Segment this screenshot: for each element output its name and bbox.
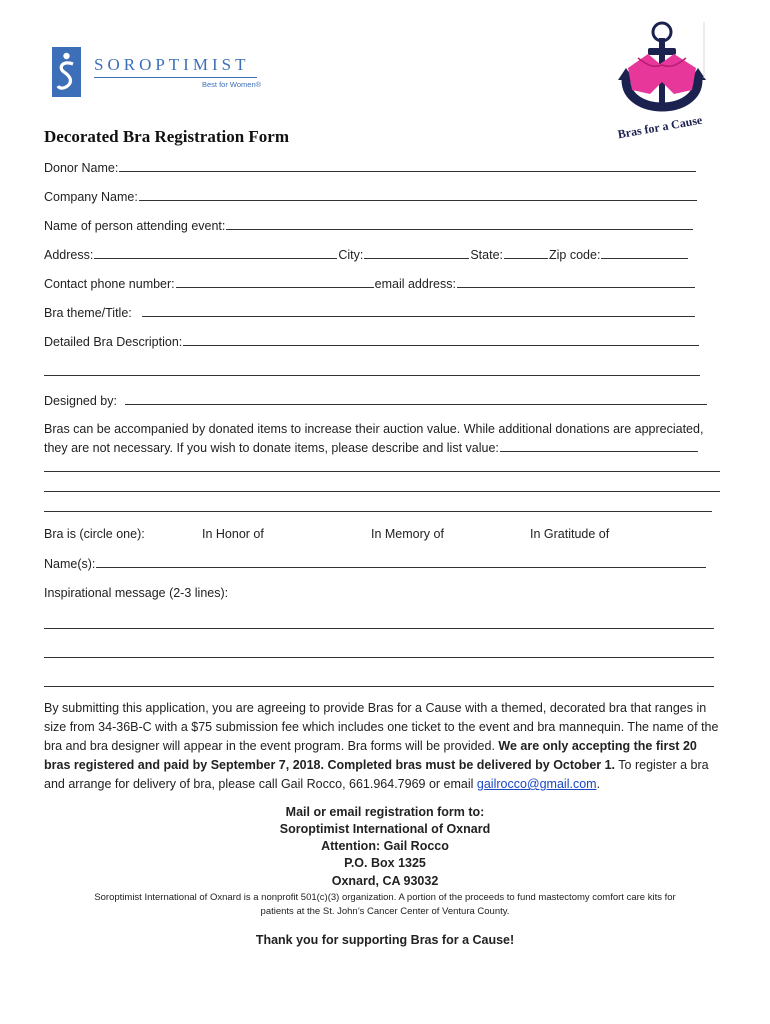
state-field[interactable] xyxy=(504,247,548,259)
bras-for-a-cause-logo xyxy=(608,18,712,143)
attendee-label: Name of person attending event: xyxy=(44,219,226,233)
option-in-honor-of[interactable]: In Honor of xyxy=(202,527,264,541)
email-field[interactable] xyxy=(457,276,695,288)
theme-field[interactable] xyxy=(142,305,695,317)
donations-field-line-4[interactable] xyxy=(44,511,712,512)
designed-by-field[interactable] xyxy=(125,393,707,405)
inspirational-field-line-2[interactable] xyxy=(44,657,714,658)
phone-field[interactable] xyxy=(176,276,374,288)
description-label: Detailed Bra Description: xyxy=(44,335,183,349)
mailing-city: Oxnard, CA 93032 xyxy=(331,874,439,888)
names-label: Name(s): xyxy=(44,557,96,571)
mailing-heading: Mail or email registration form to: xyxy=(285,805,485,819)
mailing-box: P.O. Box 1325 xyxy=(344,856,426,870)
thank-you: Thank you for supporting Bras for a Cause! xyxy=(255,933,515,947)
option-in-gratitude-of[interactable]: In Gratitude of xyxy=(530,527,610,541)
donations-field[interactable] xyxy=(500,440,698,452)
donations-text-1: Bras can be accompanied by donated items to increase their auction value. While additional donations are appreciated, xyxy=(44,422,704,436)
logo-tagline: Best for Women® xyxy=(202,80,262,89)
terms-end: . xyxy=(596,777,601,791)
inspirational-field-line-3[interactable] xyxy=(44,686,714,687)
circle-one-label: Bra is (circle one): xyxy=(44,527,145,541)
mailing-attention: Attention: Gail Rocco xyxy=(321,839,449,853)
logo-mark-icon xyxy=(52,47,81,97)
description-field-line-2[interactable] xyxy=(44,375,700,376)
city-label: City: xyxy=(338,248,364,262)
option-in-memory-of[interactable]: In Memory of xyxy=(371,527,444,541)
address-label: Address: xyxy=(44,248,94,262)
inspirational-field-line-1[interactable] xyxy=(44,628,714,629)
attendee-field[interactable] xyxy=(226,218,693,230)
zip-field[interactable] xyxy=(601,247,688,259)
company-name-field[interactable] xyxy=(139,189,697,201)
theme-label: Bra theme/Title: xyxy=(44,306,132,320)
terms-text-1: By submitting this application, you are agreeing to provide Bras for a Cause with a themed, decorated bra that ranges in size from 34-36B-C with a $75 submission fee which includes one ticket to the event and bra mannequin. The name of the bra and bra designer will appear in the event program. Bra forms will be provided. xyxy=(44,701,719,753)
company-name-label: Company Name: xyxy=(44,190,138,204)
zip-label: Zip code: xyxy=(549,248,601,262)
nonprofit-note-1: Soroptimist International of Oxnard is a nonprofit 501(c)(3) organization. A portion of the proceeds to fund mastectomy comfort care kits for xyxy=(94,892,676,903)
state-label: State: xyxy=(470,248,504,262)
donor-name-label: Donor Name: xyxy=(44,161,119,175)
donor-name-field[interactable] xyxy=(119,160,696,172)
terms-paragraph xyxy=(44,699,722,794)
donations-text-2: they are not necessary. If you wish to donate items, please describe and list value: xyxy=(44,441,499,455)
event-logo-text: Bras for a Cause xyxy=(616,112,704,142)
logo-name: SOROPTIMIST xyxy=(94,55,250,74)
inspirational-label: Inspirational message (2-3 lines): xyxy=(44,586,229,600)
names-field[interactable] xyxy=(96,556,706,568)
address-field[interactable] xyxy=(94,247,337,259)
mailing-org: Soroptimist International of Oxnard xyxy=(279,822,491,836)
email-label: email address: xyxy=(374,277,456,291)
soroptimist-logo xyxy=(52,47,262,99)
phone-label: Contact phone number: xyxy=(44,277,175,291)
contact-email-link[interactable]: gailrocco@gmail.com xyxy=(476,777,597,791)
terms-deadline: We are only accepting the first 20 bras registered and paid by September 7, 2018. Completed bras must be delivered by October 1. xyxy=(44,739,697,772)
nonprofit-note-2: patients at the St. John’s Cancer Center of Ventura County. xyxy=(260,906,510,917)
form-title: Decorated Bra Registration Form xyxy=(44,127,290,146)
designed-by-label: Designed by: xyxy=(44,394,117,408)
terms-text-2: To register a bra and arrange for delivery of bra, please call Gail Rocco, 661.964.7969 or email xyxy=(44,758,709,791)
donations-field-line-3[interactable] xyxy=(44,491,720,492)
city-field[interactable] xyxy=(364,247,469,259)
description-field[interactable] xyxy=(183,334,699,346)
logo-divider xyxy=(94,77,257,78)
donations-field-line-2[interactable] xyxy=(44,471,720,472)
